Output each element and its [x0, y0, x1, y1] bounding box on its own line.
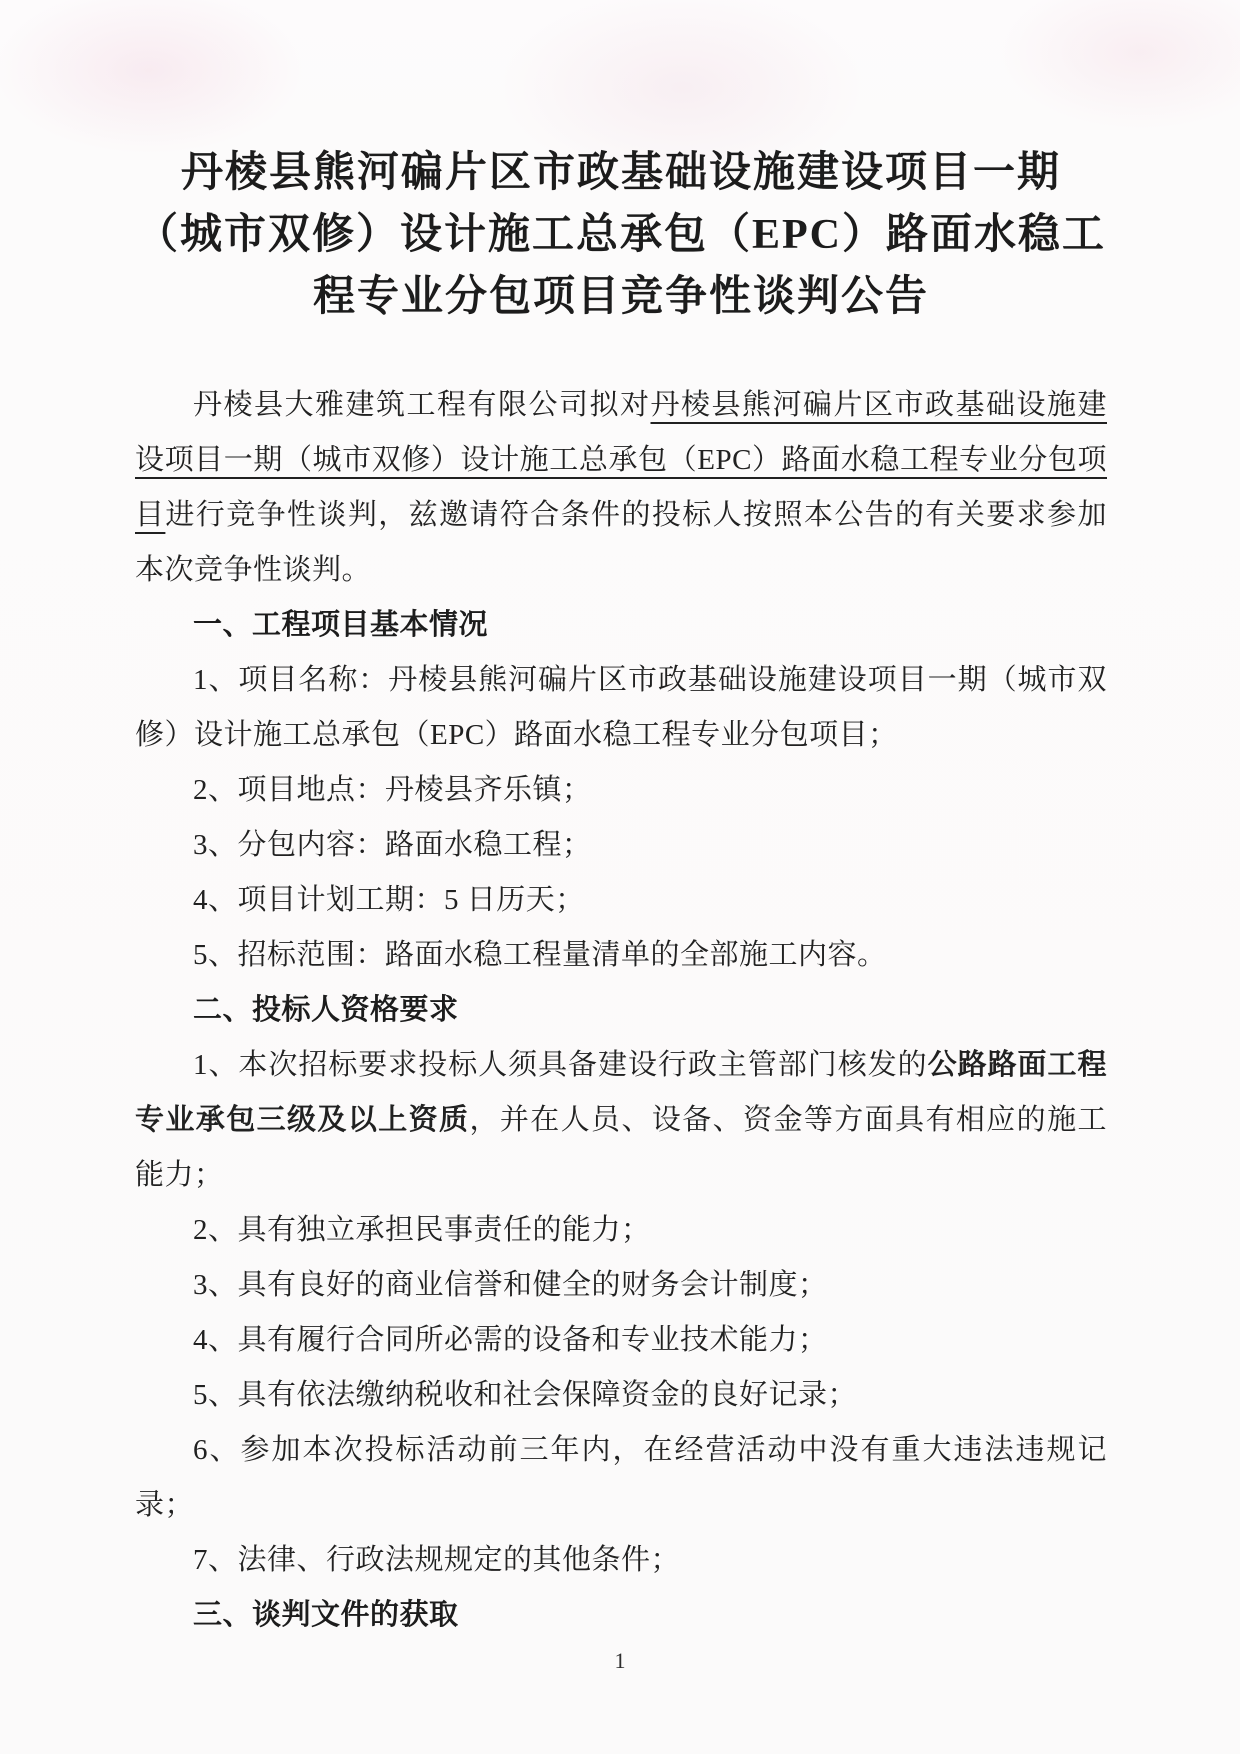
section-item [135, 1038, 1107, 1203]
section-item: 5、招标范围：路面水稳工程量清单的全部施工内容。 [193, 939, 887, 971]
intro-paragraph [135, 378, 1107, 598]
document-section [135, 1588, 1107, 1643]
item-text: 1、本次招标要求投标人须具备建设行政主管部门核发的 [193, 1049, 928, 1081]
item-text: ，并在人员、设备、资金等方面具有相应的施工能力； [135, 1104, 1107, 1191]
section-item: 1、项目名称：丹棱县熊河碥片区市政基础设施建设项目一期（城市双修）设计施工总承包（EPC）路面水稳工程专业分包项目； [135, 664, 1107, 751]
intro-suffix: 进行竞争性谈判，兹邀请符合条件的投标人按照本公告的有关要求参加本次竞争性谈判。 [135, 499, 1107, 586]
section-heading: 二、投标人资格要求 [193, 994, 459, 1026]
section-item: 7、法律、行政法规规定的其他条件； [193, 1544, 681, 1576]
section-heading: 三、谈判文件的获取 [193, 1599, 459, 1631]
document-section [135, 598, 1107, 983]
section-item: 6、参加本次投标活动前三年内，在经营活动中没有重大违法违规记录； [135, 1434, 1107, 1521]
section-item: 4、具有履行合同所必需的设备和专业技术能力； [193, 1324, 828, 1356]
title-line-3: 程专业分包项目竞争性谈判公告 [312, 274, 929, 320]
title-line-2: （城市双修）设计施工总承包（EPC）路面水稳工 [135, 212, 1106, 258]
sections-container [135, 598, 1107, 1643]
section-item: 2、具有独立承担民事责任的能力； [193, 1214, 651, 1246]
intro-prefix: 丹棱县大雅建筑工程有限公司拟对 [193, 389, 651, 421]
section-item: 3、分包内容：路面水稳工程； [193, 829, 592, 861]
section-heading: 一、工程项目基本情况 [193, 609, 489, 641]
section-item: 5、具有依法缴纳税收和社会保障资金的良好记录； [193, 1379, 858, 1411]
title-line-1: 丹棱县熊河碥片区市政基础设施建设项目一期 [180, 150, 1061, 196]
document-section [135, 983, 1107, 1588]
document-title [135, 142, 1107, 328]
section-item: 3、具有良好的商业信誉和健全的财务会计制度； [193, 1269, 828, 1301]
item-text-bold: 公路路面工程专业承包三级及以上资质 [135, 1049, 1107, 1136]
intro-project-name-underlined: 丹棱县熊河碥片区市政基础设施建设项目一期（城市双修）设计施工总承包（EPC）路面水稳工程专业分包项目 [135, 389, 1107, 531]
section-item: 2、项目地点：丹棱县齐乐镇； [193, 774, 592, 806]
section-item: 4、项目计划工期：5 日历天； [193, 884, 585, 916]
document-body [135, 378, 1107, 1643]
page-number: 1 [614, 1648, 626, 1673]
